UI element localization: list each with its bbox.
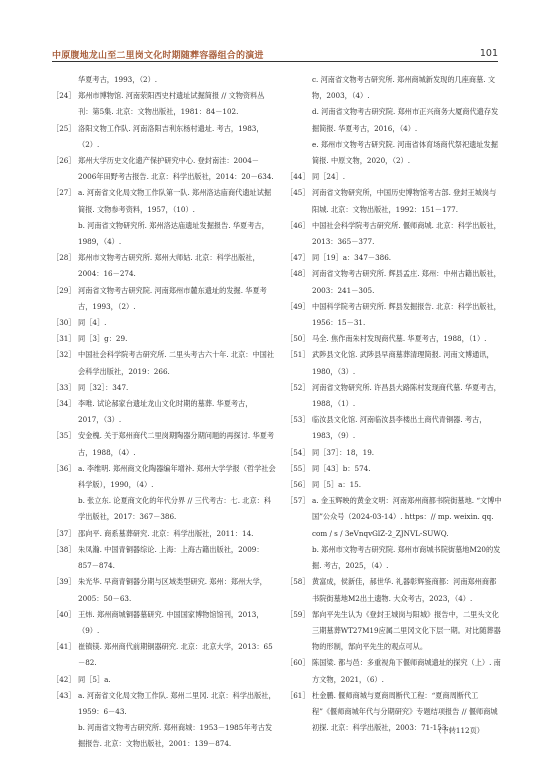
page-number: 101: [479, 48, 498, 59]
reference-entry: [52, 461, 276, 493]
reference-entry: [286, 104, 502, 136]
reference-text: 同［37］：18，19.: [312, 447, 375, 457]
reference-text: 李唯. 试论郝家台遗址龙山文化时期的墓葬. 华夏考古，2017，（3）.: [78, 399, 253, 425]
reference-text: 陈国梁. 都与邑：多重视角下偃师商城遗址的探究（上）. 南方文物，2021，（6）.: [312, 658, 501, 684]
reference-number: ［45］: [286, 188, 310, 198]
reference-text: 同［43］b：574.: [312, 463, 371, 473]
reference-text: 邵向平. 商系墓葬研究. 北京：科学出版社，2011：14.: [78, 528, 254, 538]
reference-entry: [286, 461, 502, 477]
reference-entry: [52, 315, 276, 331]
reference-text: a. 河南省文化局文物工作队. 郑州二里冈. 北京：科学出版社，1959：6－43.: [78, 690, 276, 716]
reference-text: 同［32］：347.: [78, 382, 129, 392]
reference-entry: [286, 412, 502, 444]
reference-number: ［26］: [52, 156, 76, 166]
reference-entry: [286, 347, 502, 379]
reference-entry: [286, 493, 502, 542]
reference-number: ［30］: [52, 318, 76, 328]
reference-text: b. 郑州市文物考古研究院. 郑州市商城书院街墓地M20的发掘. 考古，2025，（4）.: [312, 544, 501, 571]
reference-text: 同［3］g：29.: [78, 334, 128, 344]
reference-number: ［49］: [286, 301, 310, 311]
reference-number: ［41］: [52, 642, 76, 652]
reference-entry: [52, 331, 276, 347]
reference-entry: [52, 639, 276, 671]
reference-text: 洛阳文物工作队. 河南洛阳吉利东杨村遗址. 考古，1983，（2）.: [78, 123, 264, 149]
reference-text: 朱凤瀚. 中国青铜器综论. 上海：上海古籍出版社，2009：857－874.: [78, 544, 264, 571]
reference-entry: [286, 380, 502, 412]
reference-entry: [52, 347, 276, 379]
reference-number: ［53］: [286, 415, 310, 425]
reference-entry: [286, 542, 502, 574]
reference-number: ［35］: [52, 431, 76, 441]
reference-text: 同［4］.: [78, 318, 107, 328]
reference-text: e. 郑州市文物考古研究院. 河南省体育场商代祭祀遗址发掘简报. 中原文物，2020，（2）.: [312, 139, 498, 166]
reference-text: 河南省文物考古研究所. 辉县孟庄. 郑州：中州古籍出版社，2003：241－305.: [312, 269, 501, 295]
reference-number: ［51］: [286, 350, 310, 360]
reference-text: 武陟县文化馆. 武陟县早商墓葬清理简报. 河南文博通讯，1980，（3）.: [312, 350, 494, 376]
reference-text: b. 河南省文物考古研究所. 郑州商城：1953－1985年考古发掘报告. 北京：文物出版社，2001：139－874.: [78, 723, 273, 749]
reference-number: ［48］: [286, 269, 310, 279]
reference-text: 河南省文物考古研究院. 河南郑州市麓东遗址的发掘. 华夏考古，1993，（2）.: [78, 285, 267, 311]
reference-text: c. 河南省文物考古研究所. 郑州商城新发现的几座商墓. 文物，2003，（4）.: [312, 75, 496, 101]
reference-number: ［39］: [52, 577, 76, 587]
reference-number: ［37］: [52, 528, 76, 538]
reference-text: 杜金鹏. 偃师商城与夏商周断代工程：“夏商周断代工程”《偃师商城年代与分期研究》专题结项报告 // 偃师商城初探. 北京：科学出版社，2003：71-153.: [312, 690, 498, 733]
reference-number: ［46］: [286, 220, 310, 230]
reference-number: ［56］: [286, 480, 310, 490]
reference-text: 中国社会科学院考古研究所. 二里头考古六十年. 北京：中国社会科学出版社，2019：266.: [78, 350, 275, 376]
reference-entry: [286, 477, 502, 493]
reference-entry: [52, 720, 276, 752]
reference-entry: [286, 574, 502, 606]
reference-number: ［42］: [52, 674, 76, 684]
reference-text: d. 河南省文物考古研究院. 郑州市正兴商务大厦商代遗存发掘简报. 华夏考古，2016，（4）.: [312, 107, 499, 133]
reference-entry: [286, 72, 502, 104]
reference-number: ［27］: [52, 188, 76, 198]
reference-number: ［50］: [286, 334, 310, 344]
reference-text: b. 河南省文物研究所. 郑州洛达庙遗址发掘报告. 华夏考古，1989，（4）.: [78, 220, 269, 247]
reference-number: ［28］: [52, 253, 76, 263]
reference-text: 安金槐. 关于郑州商代二里岗期陶器分期问题的再探讨. 华夏考古，1988，（4）.: [78, 431, 275, 457]
reference-entry: [52, 72, 276, 88]
reference-text: 华夏考古，1993，（2）.: [78, 75, 158, 84]
references-right-column: [286, 72, 502, 736]
reference-text: 同［5］a：15.: [312, 480, 362, 490]
reference-text: 马全. 焦作南朱村发现商代墓. 华夏考古，1988，（1）.: [312, 334, 487, 344]
reference-text: 朱光华. 早商青铜器分期与区域类型研究. 郑州：郑州大学，2005：50－63.: [78, 577, 267, 603]
reference-entry: [52, 380, 276, 396]
reference-text: 王炜. 郑州商城铜器墓研究. 中国国家博物馆馆刊，2013，（9）.: [78, 609, 264, 635]
references-left-column: [52, 72, 276, 753]
reference-entry: [286, 250, 502, 266]
reference-number: ［31］: [52, 334, 76, 344]
reference-entry: [286, 655, 502, 687]
reference-entry: [52, 607, 276, 639]
reference-text: 黄富成，侯新佳，郝世华. 礼器彰辉鉴商都：河南郑州商都书院街墓地M2出土遗物. 大众考古，2023，（4）.: [312, 577, 497, 603]
reference-entry: [52, 526, 276, 542]
reference-text: 郜向平先生认为《登封王城岗与阳城》报告中，二里头文化三期墓葬WT27M19应属二里冈文化下层一期。对比随葬器物的形制，郜向平先生的观点可从。: [312, 609, 501, 652]
reference-entry: [52, 672, 276, 688]
reference-text: 临汝县文化馆. 河南临汝县李楼出土商代青铜器. 考古，1983，（9）.: [312, 415, 487, 441]
reference-entry: [286, 137, 502, 169]
reference-entry: [52, 542, 276, 574]
reference-number: ［25］: [52, 123, 76, 133]
reference-entry: [286, 169, 502, 185]
reference-text: 郑州大学历史文化遗产保护研究中心. 登封南洼：2004－2006年田野考古报告. 北京：科学出版社，2014：20－634.: [78, 156, 274, 182]
reference-text: 崔镇镁. 郑州商代前期铜器研究. 北京：北京大学，2013：65－82.: [78, 642, 273, 668]
reference-number: ［57］: [286, 496, 310, 506]
reference-number: ［61］: [286, 690, 310, 700]
continued-note: （下转112页）: [434, 726, 484, 735]
reference-number: ［33］: [52, 382, 76, 392]
reference-entry: [286, 185, 502, 217]
reference-entry: [52, 688, 276, 720]
reference-text: 郑州市文物考古研究所. 郑州大师姑. 北京：科学出版社，2004：16－274.: [78, 253, 260, 279]
reference-number: ［54］: [286, 447, 310, 457]
reference-number: ［59］: [286, 609, 310, 619]
reference-text: 同［5］a.: [78, 674, 111, 684]
reference-number: ［38］: [52, 544, 76, 554]
reference-entry: [52, 250, 276, 282]
reference-number: ［55］: [286, 463, 310, 473]
reference-text: a. 李维明. 郑州商文化陶器编年增补. 郑州大学学报（哲学社会科学版），1990，（4）.: [78, 463, 276, 490]
reference-text: b. 张立东. 论夏商文化的年代分界 // 三代考古：七. 北京：科学出版社，2017：367－386.: [78, 496, 272, 522]
reference-number: ［60］: [286, 658, 310, 668]
reference-entry: [286, 266, 502, 298]
reference-text: 同［19］a：347－386.: [312, 253, 392, 263]
reference-text: a. 金玉辉映的黄金文明：河南郑州商都书院街墓地. “文博中国”公众号（2024-03-14）. https：// mp. weixin. qq. com / s / 3eVnqvGlZ-2_ZJNVL-SUWQ.: [312, 496, 502, 538]
reference-number: ［58］: [286, 577, 310, 587]
reference-number: ［29］: [52, 285, 76, 295]
reference-entry: [286, 331, 502, 347]
reference-entry: [52, 88, 276, 120]
reference-number: ［40］: [52, 609, 76, 619]
reference-entry: [286, 218, 502, 250]
running-header: [52, 41, 498, 62]
reference-entry: [52, 218, 276, 250]
reference-text: 郑州市博物馆. 河南荥阳西史村遗址试掘简报 // 文物资料丛刊：第5集. 北京：文物出版社，1981：84－102.: [78, 91, 265, 117]
reference-entry: [52, 121, 276, 153]
reference-entry: [52, 185, 276, 217]
reference-entry: [52, 574, 276, 606]
reference-entry: [52, 428, 276, 460]
reference-text: a. 河南省文化局文物工作队第一队. 郑州洛达庙商代遗址试掘简报. 文物参考资料，1957，（10）.: [78, 188, 272, 214]
reference-text: 中国科学院考古研究所. 辉县发掘报告. 北京：科学出版社，1956：15－31.: [312, 301, 501, 328]
reference-number: ［34］: [52, 399, 76, 409]
reference-number: ［52］: [286, 382, 310, 392]
running-title: 中原腹地龙山至二里岗文化时期随葬容器组合的演进: [52, 51, 264, 61]
reference-entry: [52, 396, 276, 428]
reference-entry: [286, 299, 502, 331]
reference-entry: [286, 607, 502, 656]
reference-text: 中国社会科学院考古研究所. 偃师商城. 北京：科学出版社，2013：365－377.: [312, 220, 501, 247]
reference-entry: [52, 493, 276, 525]
reference-text: 同［24］.: [312, 172, 345, 182]
reference-number: ［32］: [52, 350, 76, 360]
reference-entry: [286, 445, 502, 461]
reference-text: 河南省文物研究所. 许昌县大路陈村发现商代墓. 华夏考古，1988，（1）.: [312, 382, 501, 409]
reference-number: ［47］: [286, 253, 310, 263]
reference-entry: [52, 283, 276, 315]
reference-number: ［44］: [286, 172, 310, 182]
reference-number: ［24］: [52, 91, 76, 101]
reference-number: ［43］: [52, 690, 76, 700]
reference-entry: [52, 153, 276, 185]
reference-text: 河南省文物研究所，中国历史博物馆考古部. 登封王城岗与阳城. 北京：文物出版社，1992：151－177.: [312, 188, 497, 214]
reference-number: ［36］: [52, 463, 76, 473]
